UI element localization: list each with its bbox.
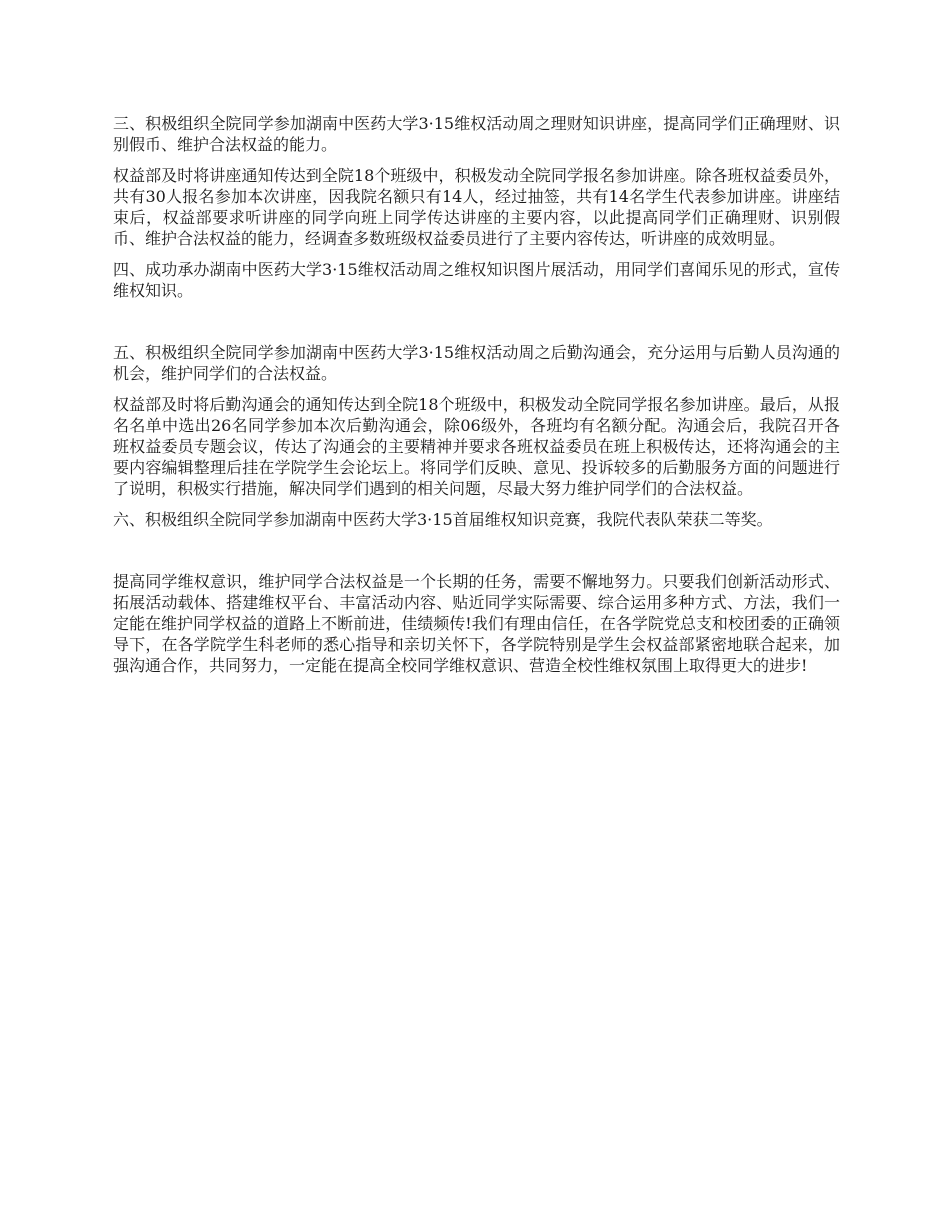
paragraph-lecture-details: 权益部及时将讲座通知传达到全院18个班级中，积极发动全院同学报名参加讲座。除各班权益委员外，共有30人报名参加本次讲座，因我院名额只有14人，经过抽签，共有14名学生代表参加讲座。讲座结束后，权益部要求听讲座的同学向班上同学传达讲座的主要内容，以此提高同学们正确理财、识别假币、维护合法权益的能力，经调查多数班级权益委员进行了主要内容传达，听讲座的成效明显。 [113,166,840,248]
paragraph-section-five: 五、积极组织全院同学参加湖南中医药大学3·15维权活动周之后勤沟通会，充分运用与后勤人员沟通的机会，维护同学们的合法权益。 [113,343,840,383]
paragraph-section-six: 六、积极组织全院同学参加湖南中医药大学3·15首届维权知识竞赛，我院代表队荣获二等奖。 [113,510,773,529]
document-page [113,113,840,686]
paragraph-section-three: 三、积极组织全院同学参加湖南中医药大学3·15维权活动周之理财知识讲座，提高同学们正确理财、识别假币、维护合法权益的能力。 [113,114,840,154]
paragraph-spacer [113,311,840,342]
paragraph-section-four: 四、成功承办湖南中医药大学3·15维权活动周之维权知识图片展活动，用同学们喜闻乐见的形式，宣传维权知识。 [113,260,840,300]
paragraph-conclusion: 提高同学维权意识，维护同学合法权益是一个长期的任务，需要不懈地努力。只要我们创新活动形式、拓展活动载体、搭建维权平台、丰富活动内容、贴近同学实际需要、综合运用多种方式、方法，我们一定能在维护同学权益的道路上不断前进，佳绩频传!我们有理由信任，在各学院党总支和校团委的正确领导下，在各学院学生科老师的悉心指导和亲切关怀下，各学院特别是学生会权益部紧密地联合起来，加强沟通合作，共同努力，一定能在提高全校同学维权意识、营造全校性维权氛围上取得更大的进步! [113,572,840,675]
paragraph-spacer [113,540,840,571]
paragraph-logistics-details: 权益部及时将后勤沟通会的通知传达到全院18个班级中，积极发动全院同学报名参加讲座。最后，从报名名单中选出26名同学参加本次后勤沟通会，除06级外，各班均有名额分配。沟通会后，我院召开各班权益委员专题会议，传达了沟通会的主要精神并要求各班权益委员在班上积极传达，还将沟通会的主要内容编辑整理后挂在学院学生会论坛上。将同学们反映、意见、投诉较多的后勤服务方面的问题进行了说明，积极实行措施，解决同学们遇到的相关问题，尽最大努力维护同学们的合法权益。 [113,395,840,498]
